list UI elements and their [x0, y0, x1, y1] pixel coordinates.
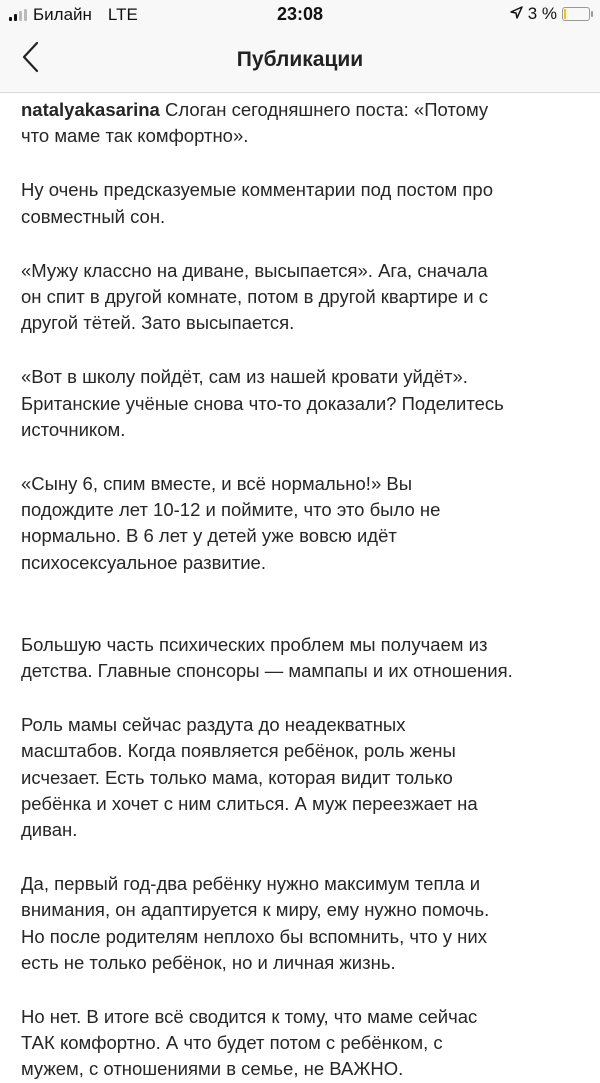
caption-line: [21, 1004, 580, 1030]
caption-line: [21, 97, 580, 123]
caption-text: другой тётей. Зато высыпается.: [21, 312, 295, 334]
caption-line: [21, 550, 580, 576]
caption-paragraph: [21, 712, 580, 843]
caption-line: [21, 765, 580, 791]
caption-paragraph: [21, 1004, 580, 1083]
caption-text: подождите лет 10-12 и поймите, что это было не: [21, 499, 441, 521]
caption-line: [21, 497, 580, 523]
caption-line: [21, 658, 580, 684]
caption-text: мужем, с отношениями в семье, не ВАЖНО.: [21, 1058, 404, 1080]
caption-text: он спит в другой комнате, потом в другой квартире и с: [21, 286, 488, 308]
status-right: [510, 4, 590, 24]
caption-text: ребёнка и хочет с ним слиться. А муж переезжает на: [21, 792, 478, 814]
caption-text: ТАК комфортно. А что будет потом с ребёнком, с: [21, 1032, 443, 1054]
caption-line: [21, 712, 580, 738]
caption-paragraph: [21, 177, 580, 229]
caption-line: [21, 1056, 580, 1082]
caption-text: Да, первый год-два ребёнку нужно максимум тепла и: [21, 873, 481, 895]
caption-paragraph: [21, 258, 580, 337]
caption-line: [21, 871, 580, 897]
caption-text: Роль мамы сейчас раздута до неадекватных: [21, 714, 406, 736]
caption-text: есть не только ребёнок, но и личная жизнь.: [21, 951, 396, 973]
caption-line: [21, 950, 580, 976]
caption-line: [21, 284, 580, 310]
caption-text: источником.: [21, 418, 126, 440]
battery-fill: [564, 9, 566, 19]
caption-text: детства. Главные спонсоры — мампапы и их отношения.: [21, 660, 513, 682]
network-type: LTE: [107, 5, 138, 24]
caption-text: «Вот в школу пойдёт, сам из нашей кровати уйдёт».: [21, 366, 468, 388]
caption-text: исчезает. Есть только мама, которая видит только: [21, 766, 453, 788]
caption-line: [21, 523, 580, 549]
clock: 23:08: [276, 4, 324, 24]
caption-line: [21, 123, 580, 149]
caption-text: масштабов. Когда появляется ребёнок, роль жены: [21, 740, 456, 762]
caption-text: Ну очень предсказуемые комментарии под постом про: [21, 179, 494, 201]
caption-paragraph: [21, 471, 580, 576]
caption-line: [21, 1030, 580, 1056]
caption-line: [21, 924, 580, 950]
caption-text: Но нет. В итоге всё сводится к тому, что маме сейчас: [21, 1006, 478, 1028]
caption-line: [21, 204, 580, 230]
caption-text: Но после родителям неплохо бы вспомнить, что у них: [21, 925, 487, 947]
caption-line: [21, 791, 580, 817]
caption-text: «Мужу классно на диване, высыпается». Ага, сначала: [21, 259, 488, 281]
caption-paragraph: [21, 632, 580, 684]
nav-bar: [0, 30, 600, 92]
caption-line: [21, 310, 580, 336]
caption-line: [21, 471, 580, 497]
caption-paragraph: [21, 364, 580, 443]
caption-text: что маме так комфортно».: [21, 125, 249, 147]
caption-paragraph: [21, 97, 580, 149]
caption-line: [21, 364, 580, 390]
caption-text: диван.: [21, 819, 78, 841]
caption-line: [21, 391, 580, 417]
caption-line: [21, 632, 580, 658]
caption-line: [21, 417, 580, 443]
caption-text: Слоган сегодняшнего поста: «Потому: [164, 99, 489, 120]
location-arrow-icon: [510, 4, 523, 24]
caption-text: «Сыну 6, спим вместе, и всё нормально!» Вы: [21, 473, 413, 495]
top-bar: [0, 0, 600, 93]
caption-line: [21, 738, 580, 764]
post-caption: [0, 93, 600, 1083]
caption-text: нормально. В 6 лет у детей уже вовсю идёт: [21, 525, 397, 547]
caption-text: Большую часть психических проблем мы получаем из: [21, 633, 488, 655]
caption-line: [21, 817, 580, 843]
username-link[interactable]: natalyakasarina: [21, 99, 160, 120]
carrier-name: Билайн: [33, 5, 92, 24]
battery-icon: [562, 7, 590, 21]
caption-line: [21, 177, 580, 203]
caption-line: [21, 897, 580, 923]
status-bar: [0, 0, 600, 30]
caption-text: Британские учёные снова что-то доказали? Поделитесь: [21, 392, 504, 414]
caption-text: внимания, он адаптируется к миру, ему нужно помочь.: [21, 899, 490, 921]
caption-paragraph: [21, 871, 580, 976]
caption-text: психосексуальное развитие.: [21, 551, 266, 573]
battery-percent: 3 %: [527, 4, 557, 23]
caption-line: [21, 258, 580, 284]
caption-text: совместный сон.: [21, 205, 166, 227]
page-title: Публикации: [236, 48, 364, 71]
